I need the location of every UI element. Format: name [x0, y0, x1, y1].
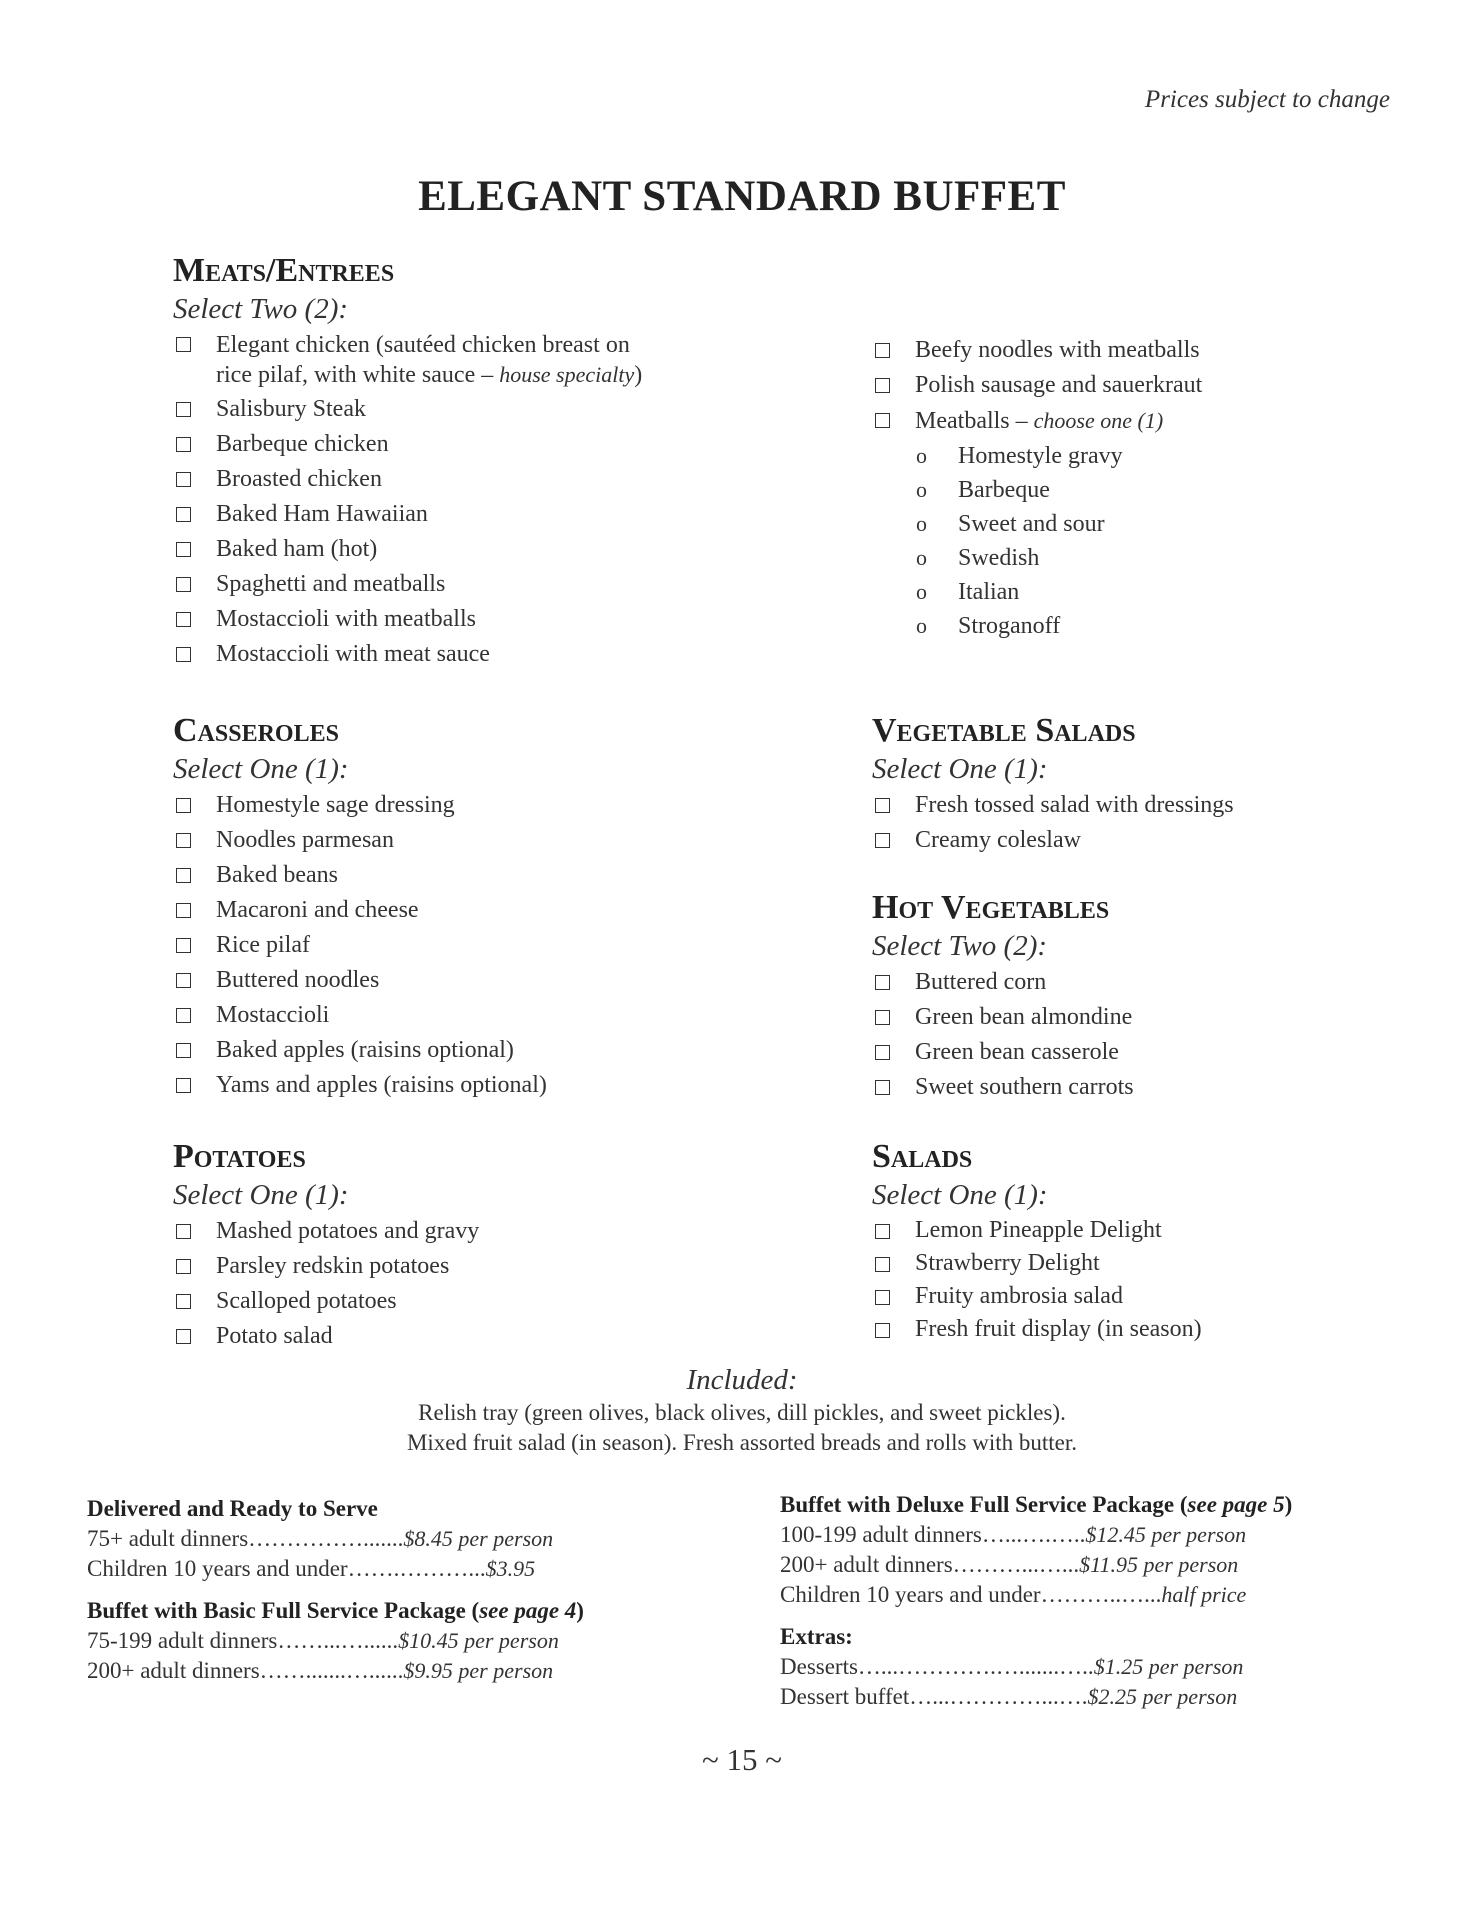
item-label: Polish sausage and sauerkraut: [915, 372, 1203, 398]
list-item: [173, 427, 813, 462]
checkbox-icon[interactable]: [176, 1078, 191, 1093]
page-title: ELEGANT STANDARD BUFFET: [418, 173, 1066, 220]
checkbox-icon[interactable]: [875, 343, 890, 358]
checkbox-icon[interactable]: [176, 1329, 191, 1344]
list-item: [173, 1068, 813, 1103]
basic-package-heading: Buffet with Basic Full Service Package (see page 4): [87, 1598, 584, 1623]
list-item: [872, 1214, 1484, 1247]
casseroles-select-count: Select One (1):: [173, 753, 349, 785]
sub-list-item: [872, 473, 1484, 507]
checkbox-icon[interactable]: [176, 1259, 191, 1274]
list-item: [872, 1035, 1484, 1070]
price-label: Dessert buffet…...…………...….: [780, 1684, 1088, 1709]
potatoes-heading: Potatoes: [173, 1138, 306, 1175]
list-item: [173, 858, 813, 893]
item-label: Barbeque: [958, 477, 1050, 503]
item-label: Buttered noodles: [216, 967, 380, 993]
checkbox-icon[interactable]: [176, 938, 191, 953]
salads-select-count: Select One (1):: [872, 1179, 1048, 1211]
item-label: Sweet southern carrots: [915, 1074, 1134, 1100]
checkbox-icon[interactable]: [176, 542, 191, 557]
list-item: [173, 462, 813, 497]
hot-vegetables-list: [872, 965, 1484, 1105]
checkbox-icon[interactable]: [176, 577, 191, 592]
checkbox-icon[interactable]: [875, 1045, 890, 1060]
sub-list-item: [872, 507, 1484, 541]
item-label: Parsley redskin potatoes: [216, 1253, 450, 1279]
checkbox-icon[interactable]: [176, 868, 191, 883]
list-item: [173, 928, 813, 963]
price-label: 75-199 adult dinners……...…......: [87, 1628, 399, 1653]
checkbox-icon[interactable]: [875, 378, 890, 393]
checkbox-icon[interactable]: [875, 413, 890, 428]
list-item: [173, 392, 813, 427]
item-label: Homestyle gravy: [958, 443, 1123, 469]
item-label: Fruity ambrosia salad: [915, 1283, 1123, 1309]
meats-list-left: [173, 328, 813, 672]
hot-vegetables-section: [872, 887, 1484, 1105]
item-label: Macaroni and cheese: [216, 897, 419, 923]
list-item: [173, 328, 813, 392]
item-label: Baked beans: [216, 862, 338, 888]
circle-bullet-icon: o: [916, 545, 927, 570]
checkbox-icon[interactable]: [875, 1010, 890, 1025]
price-row: [780, 1652, 1400, 1682]
item-label: Italian: [958, 579, 1020, 605]
list-item: [173, 637, 813, 672]
included-line: Mixed fruit salad (in season). Fresh assorted breads and rolls with butter.: [406, 1430, 1078, 1455]
price-value: $11.95 per person: [1079, 1552, 1239, 1577]
salads-section: [872, 1136, 1484, 1346]
included-section: [0, 1362, 1484, 1458]
checkbox-icon[interactable]: [875, 1290, 890, 1305]
item-label: Baked Ham Hawaiian: [216, 501, 428, 527]
circle-bullet-icon: o: [916, 511, 927, 536]
sub-list-item: [872, 439, 1484, 473]
list-item: [173, 497, 813, 532]
checkbox-icon[interactable]: [176, 1043, 191, 1058]
item-label: Meatballs –: [915, 408, 1034, 434]
page-number: ~ 15 ~: [701, 1742, 783, 1777]
checkbox-icon[interactable]: [176, 1008, 191, 1023]
sub-list-item: [872, 541, 1484, 575]
checkbox-icon[interactable]: [176, 612, 191, 627]
item-label: Buttered corn: [915, 969, 1047, 995]
item-label: Yams and apples (raisins optional): [216, 1072, 547, 1098]
checkbox-icon[interactable]: [176, 973, 191, 988]
checkbox-icon[interactable]: [176, 647, 191, 662]
item-label: rice pilaf, with white sauce –: [216, 362, 500, 388]
item-label: Lemon Pineapple Delight: [915, 1217, 1162, 1243]
delivered-heading: Delivered and Ready to Serve: [87, 1496, 378, 1521]
item-label: Fresh fruit display (in season): [915, 1316, 1202, 1342]
sub-list-item: [872, 609, 1484, 643]
page-reference: see page 4: [479, 1598, 577, 1623]
item-label: Barbeque chicken: [216, 431, 389, 457]
hot-vegetables-select-count: Select Two (2):: [872, 930, 1048, 962]
checkbox-icon[interactable]: [176, 402, 191, 417]
list-item: [872, 965, 1484, 1000]
list-item: [173, 1284, 813, 1319]
list-item: [872, 1280, 1484, 1313]
price-row: [780, 1682, 1400, 1712]
item-label: Swedish: [958, 545, 1040, 571]
list-item: [872, 1000, 1484, 1035]
price-label: 75+ adult dinners…………….......: [87, 1526, 404, 1551]
meats-section-right: [872, 333, 1484, 643]
potatoes-section: [173, 1136, 813, 1354]
page-reference: see page 5: [1187, 1492, 1285, 1517]
list-item: [173, 823, 813, 858]
price-label: Desserts…...………….….......…..: [780, 1654, 1094, 1679]
list-item: [173, 1033, 813, 1068]
price-value: $8.45 per person: [403, 1526, 554, 1551]
price-row: [780, 1550, 1400, 1580]
checkbox-icon[interactable]: [875, 833, 890, 848]
checkbox-icon[interactable]: [176, 1224, 191, 1239]
checkbox-icon[interactable]: [176, 1294, 191, 1309]
price-value: $3.95: [485, 1556, 536, 1581]
circle-bullet-icon: o: [916, 613, 927, 638]
checkbox-icon[interactable]: [875, 1080, 890, 1095]
price-value: $9.95 per person: [403, 1658, 554, 1683]
price-value: half price: [1161, 1582, 1247, 1607]
item-label: Mostaccioli: [216, 1002, 330, 1028]
item-label: Beefy noodles with meatballs: [915, 337, 1200, 363]
item-label: Noodles parmesan: [216, 827, 394, 853]
price-row: [87, 1656, 707, 1686]
extras-heading: Extras:: [780, 1624, 853, 1649]
checkbox-icon[interactable]: [875, 975, 890, 990]
list-item: [872, 823, 1484, 858]
item-label: Scalloped potatoes: [216, 1288, 397, 1314]
house-specialty-note: house specialty: [499, 362, 635, 387]
hot-vegetables-heading: Hot Vegetables: [872, 889, 1110, 926]
checkbox-icon[interactable]: [176, 337, 191, 352]
pricing-left: [87, 1494, 707, 1686]
item-label: Salisbury Steak: [216, 396, 366, 422]
list-item: [173, 1214, 813, 1249]
price-label: 200+ adult dinners…….......…......: [87, 1658, 404, 1683]
circle-bullet-icon: o: [916, 579, 927, 604]
checkbox-icon[interactable]: [176, 507, 191, 522]
circle-bullet-icon: o: [916, 443, 927, 468]
checkbox-icon[interactable]: [176, 437, 191, 452]
casseroles-section: [173, 710, 813, 1103]
meats-heading: Meats/Entrees: [173, 252, 395, 289]
list-item: [872, 788, 1484, 823]
vegetable-salads-heading: Vegetable Salads: [872, 712, 1136, 749]
item-label: Stroganoff: [958, 613, 1061, 639]
list-item: [872, 403, 1484, 439]
included-heading: Included:: [686, 1364, 798, 1396]
item-label: Sweet and sour: [958, 511, 1105, 537]
meats-select-count: Select Two (2):: [173, 293, 349, 325]
price-label: 200+ adult dinners………...…...: [780, 1552, 1080, 1577]
price-value: $10.45 per person: [398, 1628, 559, 1653]
list-item: [173, 963, 813, 998]
item-label: Green bean casserole: [915, 1039, 1119, 1065]
item-label: Mostaccioli with meat sauce: [216, 641, 490, 667]
price-note: Prices subject to change: [1144, 86, 1390, 113]
list-item: [872, 368, 1484, 403]
item-label: Green bean almondine: [915, 1004, 1133, 1030]
pricing-right: [780, 1490, 1400, 1712]
circle-bullet-icon: o: [916, 477, 927, 502]
checkbox-icon[interactable]: [875, 798, 890, 813]
price-label: Children 10 years and under………..…...: [780, 1582, 1162, 1607]
checkbox-icon[interactable]: [176, 798, 191, 813]
item-label: Potato salad: [216, 1323, 333, 1349]
price-row: [780, 1520, 1400, 1550]
list-item: [173, 998, 813, 1033]
checkbox-icon[interactable]: [176, 472, 191, 487]
vegetable-salads-select-count: Select One (1):: [872, 753, 1048, 785]
item-label: Homestyle sage dressing: [216, 792, 455, 818]
item-label: Strawberry Delight: [915, 1250, 1100, 1276]
price-row: [87, 1524, 707, 1554]
item-label: Rice pilaf: [216, 932, 310, 958]
item-label: Broasted chicken: [216, 466, 382, 492]
item-label: Mostaccioli with meatballs: [216, 606, 476, 632]
salads-heading: Salads: [872, 1138, 973, 1175]
item-label: Mashed potatoes and gravy: [216, 1218, 480, 1244]
list-item: [173, 532, 813, 567]
checkbox-icon[interactable]: [176, 903, 191, 918]
deluxe-package-heading: Buffet with Deluxe Full Service Package (see page 5): [780, 1492, 1293, 1517]
salads-list: [872, 1214, 1484, 1346]
list-item: [872, 333, 1484, 368]
item-label: Spaghetti and meatballs: [216, 571, 446, 597]
price-row: [87, 1554, 707, 1584]
item-label: Creamy coleslaw: [915, 827, 1081, 853]
list-item: [173, 1319, 813, 1354]
sub-list-item: [872, 575, 1484, 609]
list-item: [872, 1313, 1484, 1346]
list-item: [173, 1249, 813, 1284]
price-value: $12.45 per person: [1085, 1522, 1247, 1547]
potatoes-list: [173, 1214, 813, 1354]
list-item: [173, 567, 813, 602]
choose-one-note: choose one (1): [1033, 408, 1164, 433]
checkbox-icon[interactable]: [176, 833, 191, 848]
potatoes-select-count: Select One (1):: [173, 1179, 349, 1211]
list-item: [872, 1247, 1484, 1280]
price-value: $2.25 per person: [1087, 1684, 1238, 1709]
checkbox-icon[interactable]: [875, 1257, 890, 1272]
checkbox-icon[interactable]: [875, 1323, 890, 1338]
price-row: [87, 1626, 707, 1656]
included-line: Relish tray (green olives, black olives, dill pickles, and sweet pickles).: [418, 1400, 1066, 1425]
list-item: [173, 788, 813, 823]
checkbox-icon[interactable]: [875, 1224, 890, 1239]
item-label: Elegant chicken (sautéed chicken breast on: [216, 332, 630, 358]
vegetable-salads-list: [872, 788, 1484, 858]
price-label: 100-199 adult dinners…...….…..: [780, 1522, 1086, 1547]
item-label: ): [634, 362, 643, 388]
meats-section: [173, 250, 813, 672]
price-value: $1.25 per person: [1093, 1654, 1244, 1679]
list-item: [872, 1070, 1484, 1105]
vegetable-salads-section: [872, 710, 1484, 858]
item-label: Baked ham (hot): [216, 536, 378, 562]
price-label: Children 10 years and under…….………...: [87, 1556, 486, 1581]
price-row: [780, 1580, 1400, 1610]
casseroles-list: [173, 788, 813, 1103]
item-label: Baked apples (raisins optional): [216, 1037, 514, 1063]
meats-list-right: [872, 333, 1484, 643]
item-label: Fresh tossed salad with dressings: [915, 792, 1234, 818]
casseroles-heading: Casseroles: [173, 712, 339, 749]
list-item: [173, 602, 813, 637]
list-item: [173, 893, 813, 928]
